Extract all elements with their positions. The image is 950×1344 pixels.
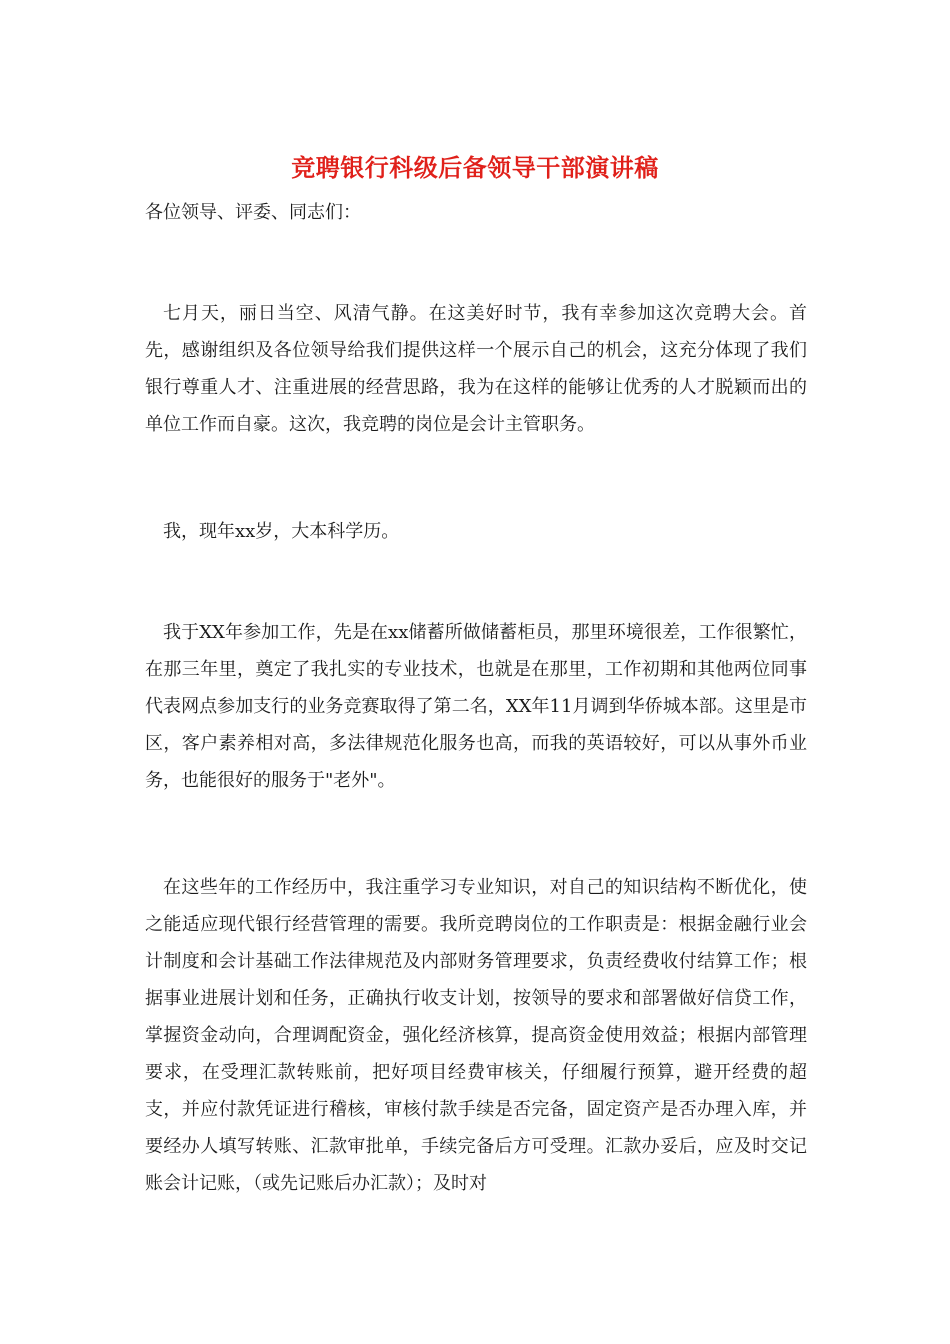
document-title: 竞聘银行科级后备领导干部演讲稿 xyxy=(291,153,659,182)
paragraph-age: 我，现年xx岁，大本科学历。 xyxy=(163,521,400,542)
paragraph-work-history: 我于XX年参加工作，先是在xx储蓄所做储蓄柜员，那里环境很差，工作很繁忙，在那三年里，奠定了我扎实的专业技术，也就是在那里，工作初期和其他两位同事代表网点参加支行的业务竞赛取得了第二名，XX年11月调到华侨城本部。这里是市区，客户素养相对高，多法律规范化服务也高，而我的英语较好，可以从事外币业务，也能很好的服务于"老外"。 xyxy=(145,622,807,791)
paragraph-job-duties: 在这些年的工作经历中，我注重学习专业知识，对自己的知识结构不断优化，使之能适应现代银行经营管理的需要。我所竞聘岗位的工作职责是：根据金融行业会计制度和会计基础工作法律规范及内部财务管理要求，负责经费收付结算工作；根据事业进展计划和任务，正确执行收支计划，按领导的要求和部署做好信贷工作，掌握资金动向，合理调配资金，强化经济核算，提高资金使用效益；根据内部管理要求，在受理汇款转账前，把好项目经费审核关，仔细履行预算，避开经费的超支，并应付款凭证进行稽核，审核付款手续是否完备，固定资产是否办理入库，并要经办人填写转账、汇款审批单，手续完备后方可受理。汇款办妥后，应及时交记账会计记账，（或先记账后办汇款）；及时对 xyxy=(145,877,807,1194)
paragraph-opening: 七月天，丽日当空、风清气静。在这美好时节，我有幸参加这次竞聘大会。首先，感谢组织及各位领导给我们提供这样一个展示自己的机会，这充分体现了我们银行尊重人才、注重进展的经营思路，我为在这样的能够让优秀的人才脱颖而出的单位工作而自豪。这次，我竞聘的岗位是会计主管职务。 xyxy=(145,303,807,435)
salutation: 各位领导、评委、同志们： xyxy=(145,202,361,223)
